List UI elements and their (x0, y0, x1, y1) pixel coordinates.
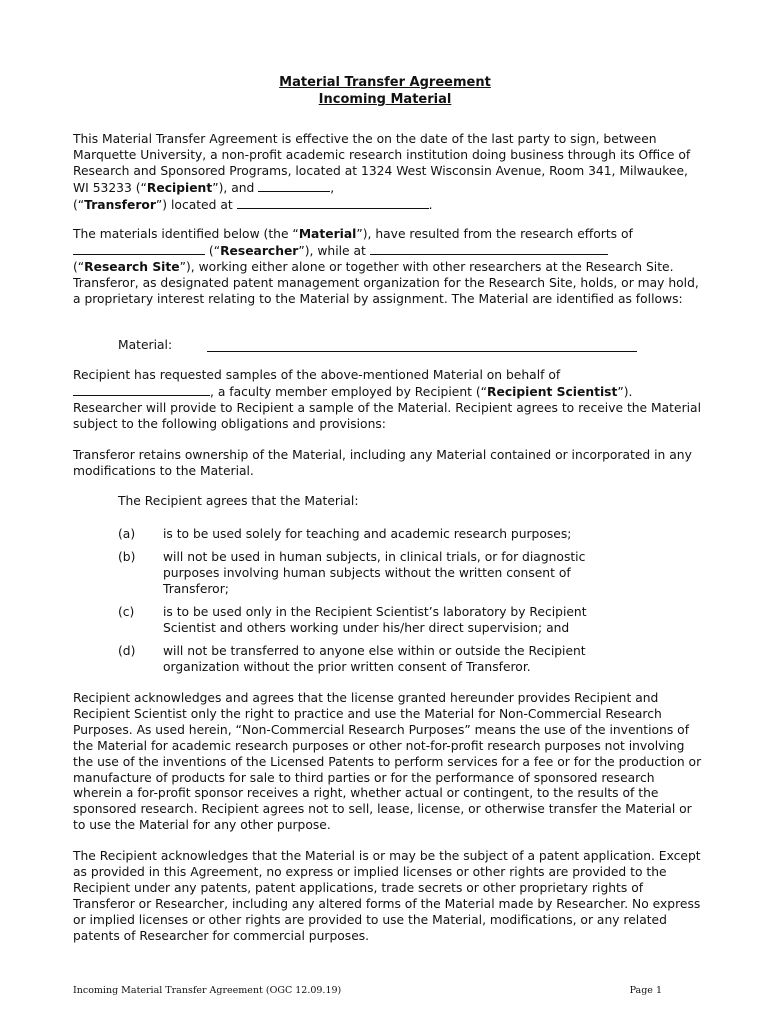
transferor-location-blank[interactable] (237, 197, 429, 209)
patent-paragraph: The Recipient acknowledges that the Material is or may be the subject of a patent application. Except as provided in this Agreement, no express or implied licenses or other rights are provided to the Recipient under any patents, patent applications, trade secrets or other proprietary rights of Transferor or Researcher, including any altered forms of the Material made by Researcher. No express or implied licenses or other rights are provided to use the Material, modifications, or any related patents of Researcher for commercial purposes. (73, 849, 701, 943)
materials-text-4: ”), while at (298, 243, 370, 258)
condition-label: (c) (118, 605, 135, 619)
intro-text-5: ”) located at (155, 197, 237, 212)
condition-text: will not be used in human subjects, in clinical trials, or for diagnostic purposes involving human subjects without the written consent of Transferor; (163, 550, 586, 596)
materials-paragraph (73, 227, 703, 308)
license-paragraph: Recipient acknowledges and agrees that the license granted hereunder provides Recipient and Recipient Scientist only the right to practice and use the Material for Non-Commercial Research Purposes. As used herein, “Non-Commercial Research Purposes” means the use of the inventions of the Material for academic research purposes or other not-for-profit research purposes not involving the use of the inventions of the Licensed Patents to perform services for a fee or for the production or manufacture of products for sale to third parties or for the performance of sponsored research wherein a for-profit sponsor receives a right, whether actual or contingent, to the results of the sponsored research. Recipient agrees not to sell, lease, license, or otherwise transfer the Material or to use the Material for any other purpose. (73, 691, 702, 833)
materials-text: The materials identified below (the “ (73, 227, 299, 241)
intro-paragraph (73, 132, 703, 214)
recipient-term: Recipient (146, 180, 213, 195)
material-field-label: Material: (118, 338, 173, 352)
ownership-paragraph: Transferor retains ownership of the Material, including any Material contained or incorporated in any modifications to the Material. (73, 448, 692, 478)
researcher-name-blank[interactable] (73, 243, 205, 255)
research-site-blank[interactable] (370, 243, 608, 255)
condition-text: is to be used solely for teaching and academic research purposes; (163, 527, 572, 541)
document-title: Material Transfer Agreement (279, 75, 491, 90)
transferor-name-blank[interactable] (258, 180, 330, 192)
researcher-term: Researcher (220, 243, 299, 258)
condition-label: (b) (118, 550, 136, 564)
recipient-scientist-term: Recipient Scientist (487, 384, 618, 399)
material-term: Material (298, 227, 357, 241)
material-field-blank[interactable] (207, 339, 637, 352)
document-subtitle: Incoming Material (318, 92, 452, 107)
condition-label: (d) (118, 644, 136, 658)
request-text-2: , a faculty member employed by Recipient (“ (210, 384, 488, 399)
condition-label: (a) (118, 527, 136, 541)
faculty-member-blank[interactable] (73, 384, 210, 396)
intro-text-4: (“ (73, 197, 85, 212)
footer-page-number: Page 1 (629, 985, 662, 996)
footer-document-id: Incoming Material Transfer Agreement (OGC 12.09.19) (73, 985, 342, 996)
request-text-3: ”). Researcher will provide to Recipient a sample of the Material. Recipient agrees to receive the Material subject to the following obligations and provisions: (73, 384, 701, 431)
transferor-term: Transferor (84, 197, 156, 212)
intro-text-3: , (330, 180, 335, 195)
agrees-intro: The Recipient agrees that the Material: (118, 494, 359, 508)
condition-text: is to be used only in the Recipient Scientist’s laboratory by Recipient Scientist and others working under his/her direct supervision; and (163, 605, 587, 635)
materials-text-2: ”), have resulted from the research efforts of (356, 227, 633, 241)
materials-text-6: ”), working either alone or together with other researchers at the Research Site. Transferor, as designated patent management organization for the Research Site, holds, or may hold, a proprietary interest relating to the Material by assignment. The Material are identified as follows: (73, 259, 699, 306)
intro-text: This Material Transfer Agreement is effective the on the date of the last party to sign, between Marquette University, a non-profit academic research institution doing business through its Office of Research and Sponsored Programs, located at 1324 West Wisconsin Avenue, Room 341, Milwaukee, WI 53233 (“ (73, 132, 691, 195)
intro-text-2: ”), and (212, 180, 259, 195)
research-site-term: Research Site (84, 259, 180, 274)
materials-text-3: (“ (205, 243, 221, 258)
request-text: Recipient has requested samples of the above-mentioned Material on behalf of (73, 368, 561, 382)
request-paragraph (73, 368, 703, 433)
materials-text-5: (“ (73, 259, 85, 274)
intro-text-6: . (428, 197, 433, 212)
condition-text: will not be transferred to anyone else within or outside the Recipient organization without the prior written consent of Transferor. (163, 644, 586, 674)
